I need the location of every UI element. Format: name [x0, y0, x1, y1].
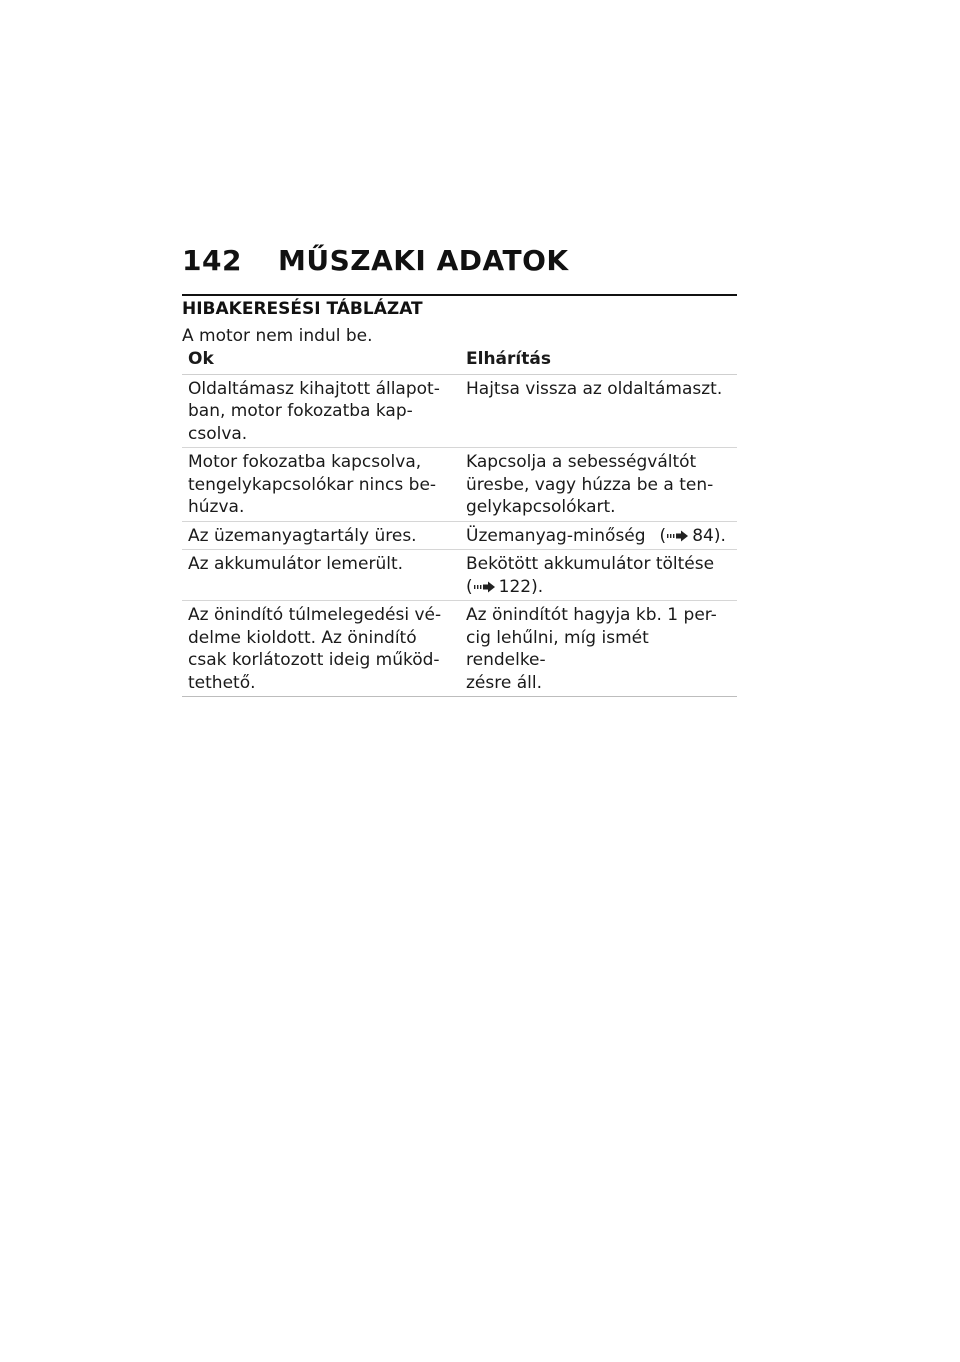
- table-row: [182, 601, 737, 697]
- column-header-cause: Ok: [182, 348, 460, 374]
- remedy-cell: Kapcsolja a sebességváltót üresbe, vagy húzza be a ten- gelykapcsolókart.: [460, 448, 737, 522]
- table-row: [182, 374, 737, 448]
- table-row: [182, 550, 737, 601]
- cause-cell: Az önindító túlmelegedési vé- delme kioldott. Az önindító csak korlátozott ideig működ- tethető.: [182, 601, 460, 697]
- remedy-cell: Bekötött akkumulátor töltése ( 122).: [460, 550, 737, 601]
- cause-cell: Az üzemanyagtartály üres.: [182, 521, 460, 550]
- cause-cell: Oldaltámasz kihajtott állapot- ban, motor fokozatba kap- csolva.: [182, 374, 460, 448]
- chapter-title: MŰSZAKI ADATOK: [278, 244, 569, 277]
- column-header-remedy: Elhárítás: [460, 348, 737, 374]
- section-title: HIBAKERESÉSI TÁBLÁZAT: [182, 299, 423, 319]
- page-reference-link[interactable]: 122).: [498, 576, 544, 597]
- page-reference-link[interactable]: 84).: [692, 525, 726, 546]
- remedy-cell: Az önindítót hagyja kb. 1 per- cig lehűlni, míg ismét rendelke- zésre áll.: [460, 601, 737, 697]
- remedy-cell: Hajtsa vissza az oldaltámaszt.: [460, 374, 737, 448]
- table-header-row: [182, 348, 737, 374]
- cause-cell: Motor fokozatba kapcsolva, tengelykapcsolókar nincs be- húzva.: [182, 448, 460, 522]
- cause-cell: Az akkumulátor lemerült.: [182, 550, 460, 601]
- arrow-reference-icon[interactable]: [474, 581, 496, 593]
- table-row: [182, 521, 737, 550]
- troubleshooting-table: [182, 348, 737, 697]
- arrow-reference-icon[interactable]: [667, 530, 689, 542]
- page-number: 142: [182, 244, 242, 277]
- header-divider: [182, 294, 737, 296]
- table-row: [182, 448, 737, 522]
- problem-statement: A motor nem indul be.: [182, 326, 373, 346]
- page-header: [182, 244, 569, 277]
- remedy-cell: Üzemanyag-minőség ( 84).: [460, 521, 737, 550]
